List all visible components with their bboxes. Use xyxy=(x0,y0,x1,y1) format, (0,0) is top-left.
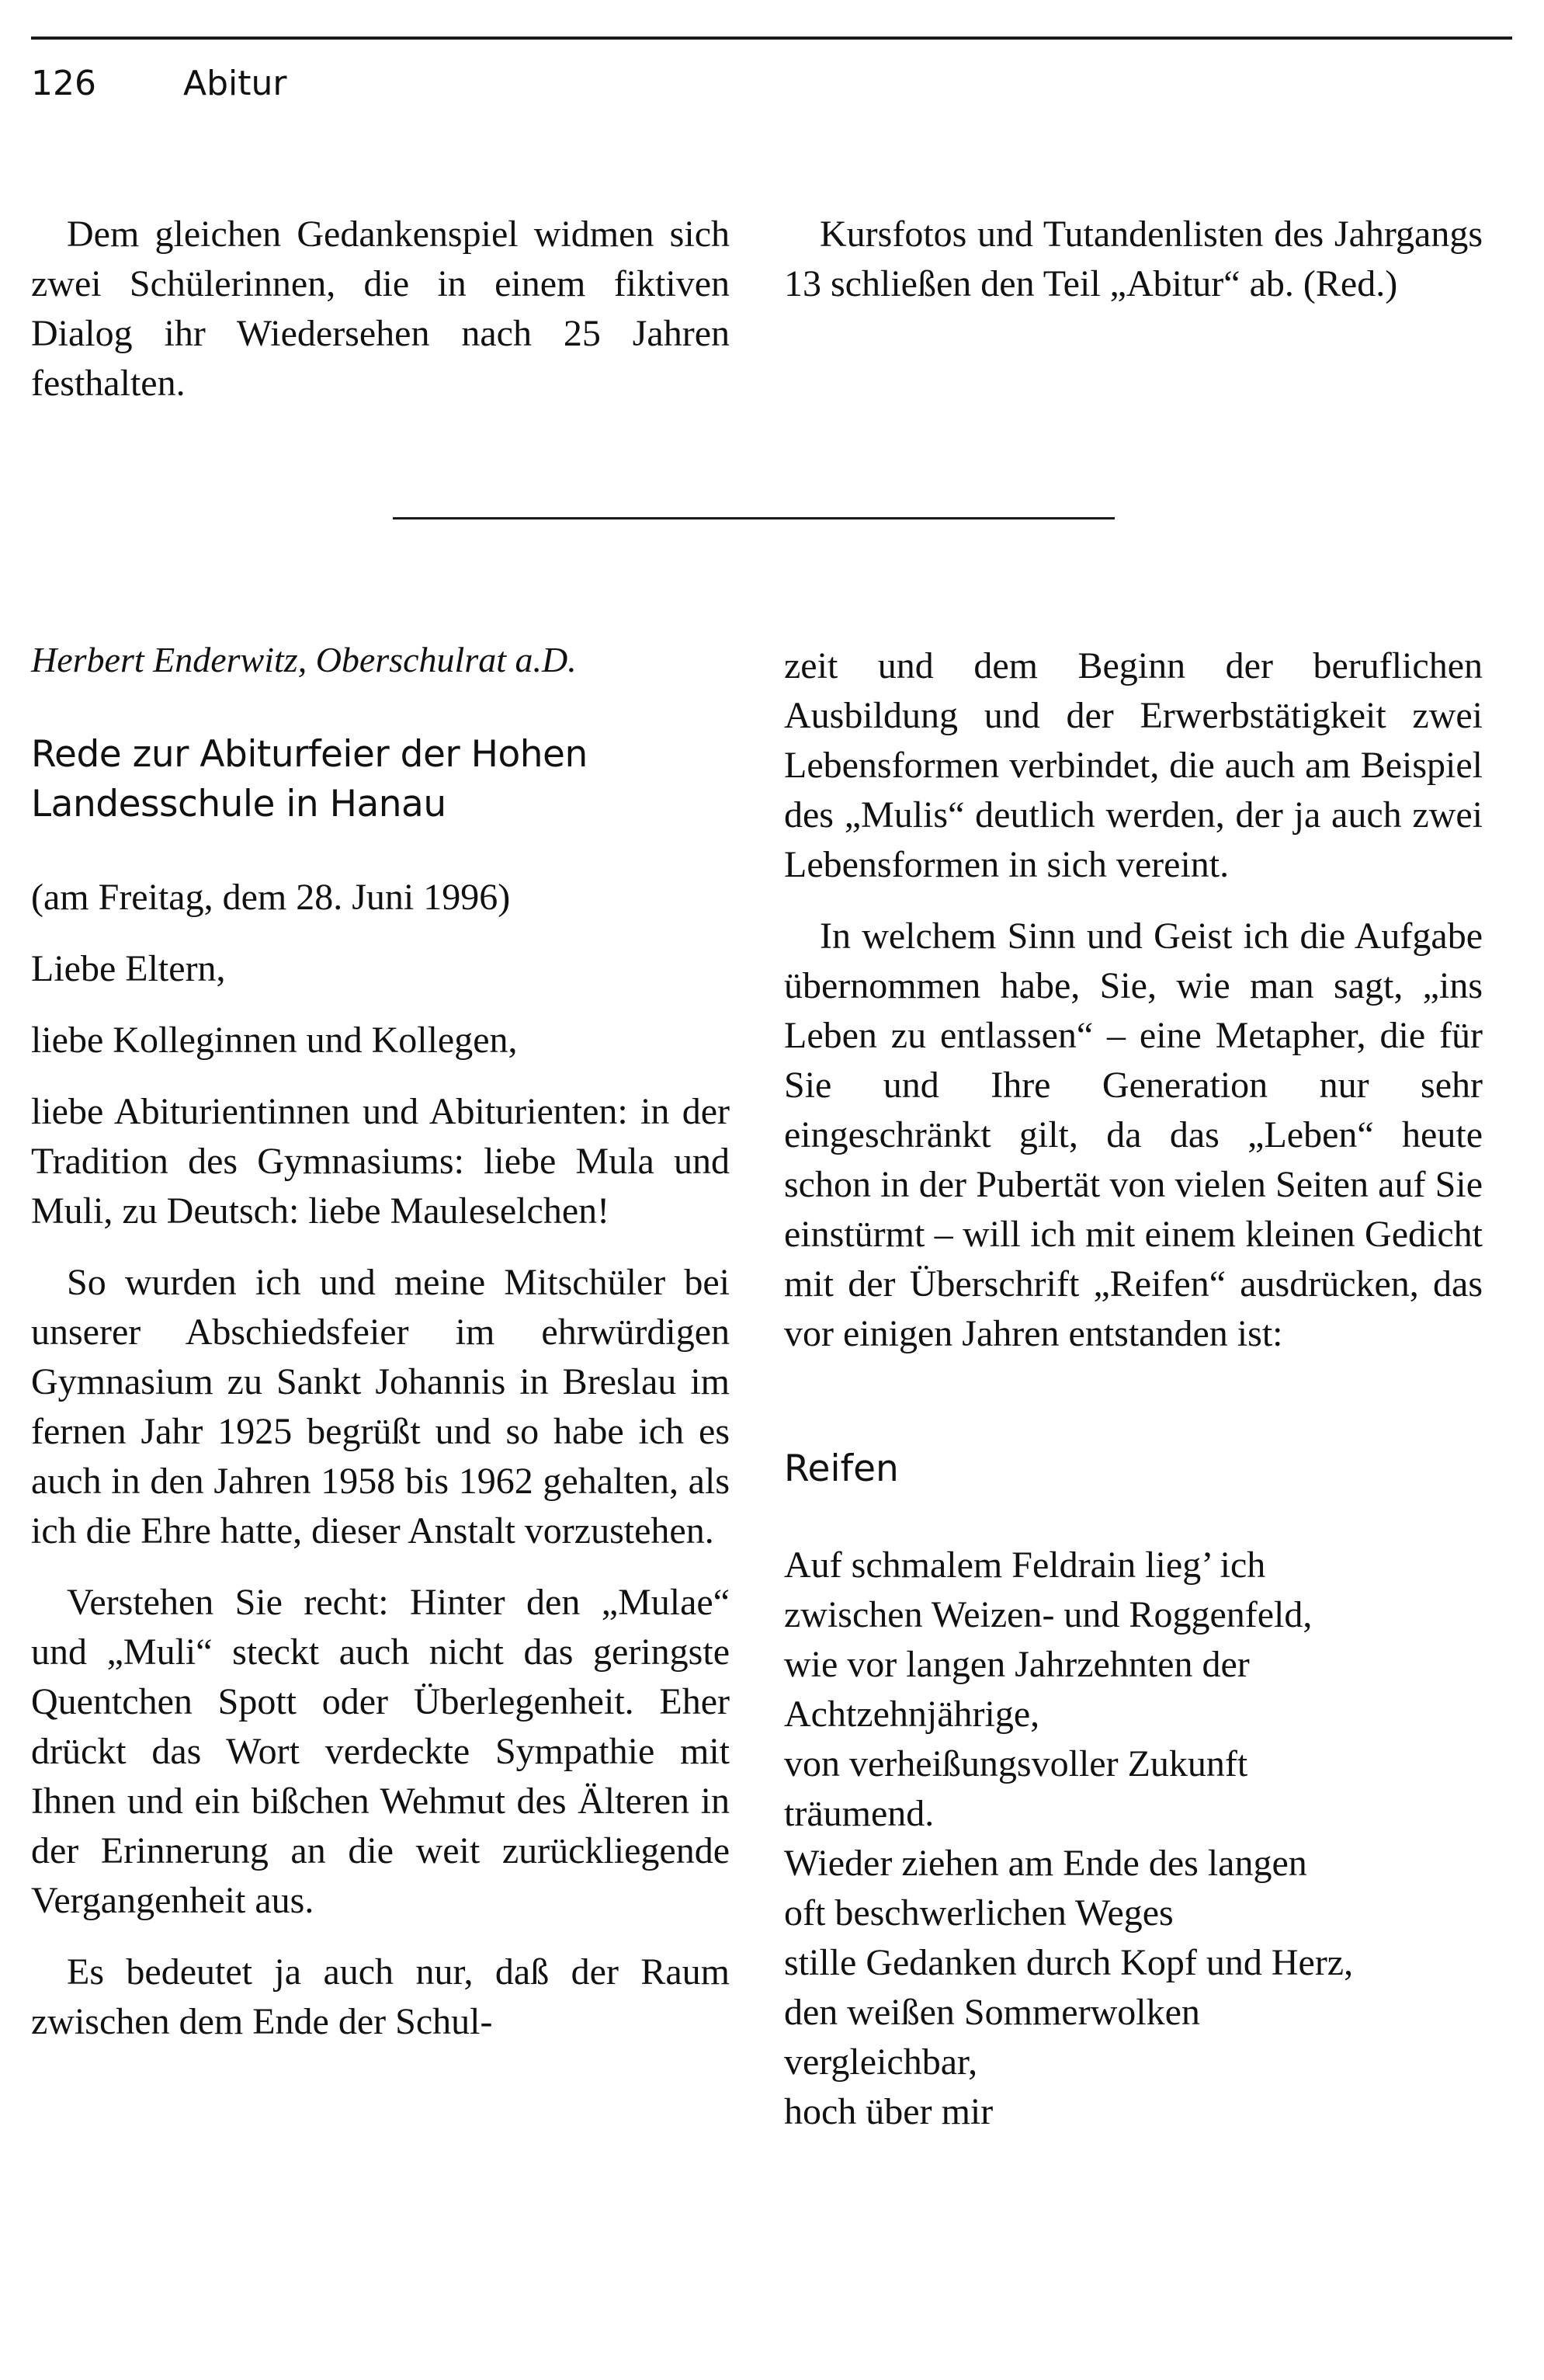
body-paragraph: Es bedeutet ja auch nur, daß der Raum zwischen dem Ende der Schul- xyxy=(31,1951,730,2042)
article-title-line-2: Landesschule in Hanau xyxy=(31,783,446,825)
section-title: Abitur xyxy=(183,64,287,103)
section-divider xyxy=(393,517,1115,519)
poem-line: vergleichbar, xyxy=(784,2041,978,2083)
poem-title: Reifen xyxy=(784,1447,899,1490)
article-author: Herbert Enderwitz, Oberschulrat a.D. xyxy=(31,640,577,679)
salutation-parents: Liebe Eltern, xyxy=(31,948,226,989)
poem-line: Auf schmalem Feldrain lieg’ ich xyxy=(784,1544,1266,1586)
article-title xyxy=(31,730,730,829)
poem-line: den weißen Sommerwolken xyxy=(784,1992,1200,2033)
salutation-graduates: liebe Abiturientinnen und Abiturienten: in der Tradition des Gymnasiums: liebe Mula und Muli, zu Deutsch: liebe Mauleselchen! xyxy=(31,1091,730,1232)
top-rule xyxy=(31,36,1512,40)
poem-line: stille Gedanken durch Kopf und Herz, xyxy=(784,1942,1354,1983)
intro-paragraph-left: Dem gleichen Gedankenspiel widmen sich zwei Schülerinnen, die in einem fiktiven Dialog ihr Wiedersehen nach 25 Jahren festhalten. xyxy=(31,214,730,404)
intro-left-column xyxy=(31,210,730,408)
salutation-colleagues: liebe Kolleginnen und Kollegen, xyxy=(31,1020,518,1061)
poem-line: von verheißungsvoller Zukunft xyxy=(784,1743,1248,1784)
body-paragraph: So wurden ich und meine Mitschüler bei unserer Abschiedsfeier im ehrwürdigen Gymnasium zu Sankt Johannis in Breslau im fernen Jahr 1925 begrüßt und so habe ich es auch in den Jahren 1958 bis 1962 gehalten, als ich die Ehre hatte, dieser Anstalt vorzustehen. xyxy=(31,1262,730,1551)
article-left-column xyxy=(31,637,730,2047)
article-date: (am Freitag, dem 28. Juni 1996) xyxy=(31,877,511,918)
poem-line: zwischen Weizen- und Roggenfeld, xyxy=(784,1594,1313,1635)
poem-line: wie vor langen Jahrzehnten der xyxy=(784,1644,1250,1685)
poem xyxy=(784,1541,1483,2137)
article-right-column xyxy=(784,641,1483,2137)
article-title-line-1: Rede zur Abiturfeier der Hohen xyxy=(31,733,588,776)
poem-line: träumend. xyxy=(784,1793,935,1834)
poem-line: hoch über mir xyxy=(784,2091,994,2132)
body-paragraph: In welchem Sinn und Geist ich die Aufgabe übernommen habe, Sie, wie man sagt, „ins Leben zu entlassen“ – eine Metapher, die für Sie und Ihre Generation nur sehr eingeschränkt gilt, da das „Leben“ heute schon in der Pubertät von vielen Seiten auf Sie einstürmt – will ich mit einem kleinen Gedicht mit der Überschrift „Reifen“ ausdrücken, das vor einigen Jahren entstanden ist: xyxy=(784,916,1483,1354)
page-number: 126 xyxy=(31,64,96,103)
intro-paragraph-right: Kursfotos und Tutandenlisten des Jahrgangs 13 schließen den Teil „Abitur“ ab. (Red.) xyxy=(784,214,1483,304)
body-paragraph: Verstehen Sie recht: Hinter den „Mulae“ und „Muli“ steckt auch nicht das geringste Quentchen Spott oder Überlegenheit. Eher drückt das Wort verdeckte Sympathie mit Ihnen und ein bißchen Wehmut des Älteren in der Erinnerung an die weit zurückliegende Vergangenheit aus. xyxy=(31,1582,730,1921)
poem-line: Achtzehnjährige, xyxy=(784,1694,1040,1735)
poem-line: Wieder ziehen am Ende des langen xyxy=(784,1843,1307,1884)
poem-line: oft beschwerlichen Weges xyxy=(784,1892,1174,1934)
running-head xyxy=(31,62,286,106)
intro-right-column xyxy=(784,210,1483,309)
body-paragraph: zeit und dem Beginn der beruflichen Ausbildung und der Erwerbstätigkeit zwei Lebensformen verbindet, die auch am Beispiel des „Mulis“ deutlich werden, der ja auch zwei Lebensformen in sich vereint. xyxy=(784,645,1483,885)
